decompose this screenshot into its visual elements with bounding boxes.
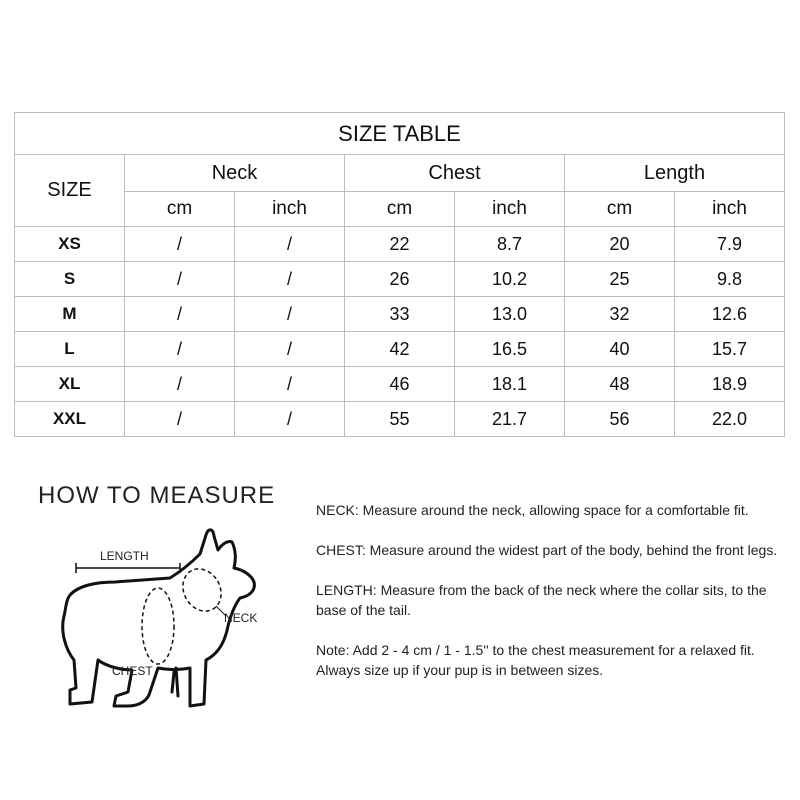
- table-row: [15, 367, 785, 402]
- size-label: XXL: [15, 402, 125, 437]
- table-row: [15, 262, 785, 297]
- dog-measurement-diagram: [40, 520, 280, 720]
- table-row: [15, 402, 785, 437]
- neck-cm-cell: /: [125, 262, 235, 297]
- chest-instruction: CHEST: Measure around the widest part of the body, behind the front legs.: [316, 542, 778, 558]
- length-inch-cell: 22.0: [675, 402, 785, 437]
- neck-inch-cell: /: [235, 297, 345, 332]
- chest-inch-cell: 16.5: [455, 332, 565, 367]
- size-label: S: [15, 262, 125, 297]
- length-cm-header: cm: [565, 192, 675, 227]
- length-inch-cell: 18.9: [675, 367, 785, 402]
- table-title: SIZE TABLE: [15, 113, 785, 155]
- chest-inch-cell: 8.7: [455, 227, 565, 262]
- fit-note: Note: Add 2 - 4 cm / 1 - 1.5'' to the chest measurement for a relaxed fit. Always size up if your pup is in between sizes.: [316, 642, 755, 678]
- size-table: [14, 112, 785, 437]
- neck-inch-cell: /: [235, 332, 345, 367]
- neck-cm-cell: /: [125, 332, 235, 367]
- chest-cm-header: cm: [345, 192, 455, 227]
- length-inch-cell: 9.8: [675, 262, 785, 297]
- size-label: L: [15, 332, 125, 367]
- neck-group-header: Neck: [125, 155, 345, 192]
- length-instruction: LENGTH: Measure from the back of the neck where the collar sits, to the base of the tail.: [316, 582, 767, 618]
- length-label: LENGTH: [100, 549, 149, 563]
- length-cm-cell: 40: [565, 332, 675, 367]
- measure-instructions: [316, 500, 796, 700]
- length-inch-header: inch: [675, 192, 785, 227]
- neck-cm-cell: /: [125, 367, 235, 402]
- length-inch-cell: 7.9: [675, 227, 785, 262]
- chest-cm-cell: 22: [345, 227, 455, 262]
- neck-cm-cell: /: [125, 402, 235, 437]
- length-cm-cell: 25: [565, 262, 675, 297]
- length-inch-cell: 15.7: [675, 332, 785, 367]
- neck-inch-cell: /: [235, 262, 345, 297]
- neck-cm-cell: /: [125, 227, 235, 262]
- length-cm-cell: 32: [565, 297, 675, 332]
- dog-leg-detail-icon: [172, 668, 178, 696]
- table-row: [15, 332, 785, 367]
- length-cm-cell: 56: [565, 402, 675, 437]
- chest-inch-cell: 13.0: [455, 297, 565, 332]
- size-label: XS: [15, 227, 125, 262]
- neck-inch-cell: /: [235, 227, 345, 262]
- table-row: [15, 297, 785, 332]
- length-inch-cell: 12.6: [675, 297, 785, 332]
- chest-inch-header: inch: [455, 192, 565, 227]
- size-label: M: [15, 297, 125, 332]
- neck-inch-header: inch: [235, 192, 345, 227]
- chest-group-header: Chest: [345, 155, 565, 192]
- chest-cm-cell: 26: [345, 262, 455, 297]
- size-column-header: SIZE: [15, 155, 125, 227]
- neck-cm-cell: /: [125, 297, 235, 332]
- size-label: XL: [15, 367, 125, 402]
- chest-cm-cell: 33: [345, 297, 455, 332]
- chest-cm-cell: 46: [345, 367, 455, 402]
- length-group-header: Length: [565, 155, 785, 192]
- length-cm-cell: 48: [565, 367, 675, 402]
- neck-instruction: NECK: Measure around the neck, allowing space for a comfortable fit.: [316, 502, 749, 518]
- chest-measure-ring: [142, 588, 174, 664]
- length-cm-cell: 20: [565, 227, 675, 262]
- chest-inch-cell: 18.1: [455, 367, 565, 402]
- chest-inch-cell: 21.7: [455, 402, 565, 437]
- neck-label: NECK: [224, 611, 258, 625]
- chest-inch-cell: 10.2: [455, 262, 565, 297]
- neck-cm-header: cm: [125, 192, 235, 227]
- table-row: [15, 227, 785, 262]
- chest-cm-cell: 42: [345, 332, 455, 367]
- how-to-measure-title: HOW TO MEASURE: [38, 482, 276, 509]
- chest-cm-cell: 55: [345, 402, 455, 437]
- neck-inch-cell: /: [235, 367, 345, 402]
- neck-inch-cell: /: [235, 402, 345, 437]
- chest-label: CHEST: [112, 664, 153, 678]
